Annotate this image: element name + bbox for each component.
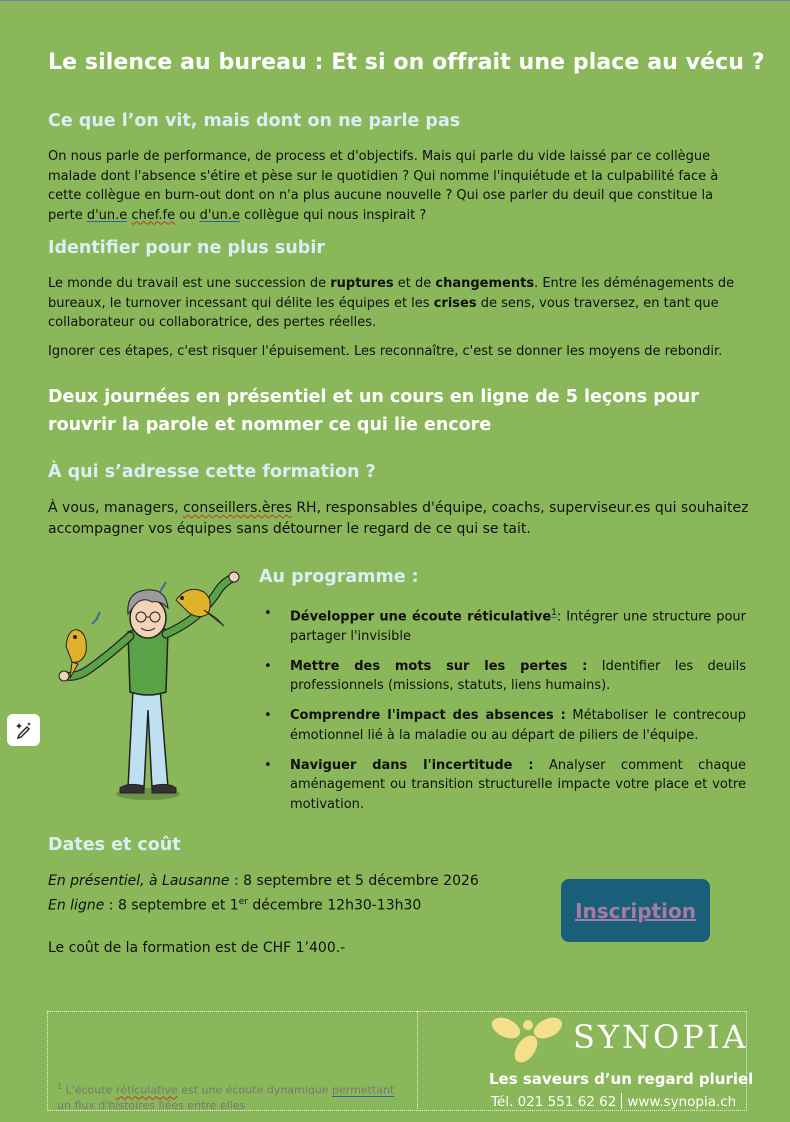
top-border [0, 0, 790, 1]
section-heading-identify: Identifier pour ne plus subir [48, 238, 325, 258]
website-link[interactable]: www.synopia.ch [627, 1094, 737, 1110]
date-line-online: En ligne : 8 septembre et 1er décembre 12h30-13h30 [48, 897, 422, 914]
ai-sparkle-pen-icon[interactable] [7, 714, 40, 746]
footer-divider [417, 1011, 418, 1109]
person-with-birds-illustration [48, 560, 248, 810]
dates-block [48, 871, 479, 959]
footnote: $^1$ L'écoute réticulative est une écoute dynamique permettant un flux d'histoires liées entre elles [57, 1082, 395, 1112]
programme-item: • Développer une écoute réticulative$^1$: Intégrer une structure pour partager l'invisible [264, 606, 746, 644]
inscription-button[interactable]: Inscription [561, 879, 710, 942]
phone: Tél. 021 551 62 62 [491, 1094, 617, 1110]
page-title: Le silence au bureau : Et si on offrait une place au vécu ? [48, 50, 765, 75]
highlight-banner: Deux journées en présentiel et un cours en ligne de 5 leçons pour rouvrir la parole et nommer ce qui lie encore [48, 387, 699, 435]
section-text-audience: À vous, managers, conseillers.ères RH, responsables d'équipe, coachs, superviseur.es qui souhaitez accompagner vos équipes sans détourner le regard de ce qui se tait. [48, 500, 749, 537]
section-heading-audience: À qui s’adresse cette formation ? [48, 462, 376, 482]
programme-item: • Mettre des mots sur les pertes : Identifier les deuils professionnels (missions, statuts, liens humains). [264, 658, 746, 694]
cost-line: Le coût de la formation est de CHF 1’400.- [48, 939, 346, 956]
dates-heading: Dates et coût [48, 835, 181, 855]
programme-heading: Au programme : [259, 567, 419, 587]
section-text-ignore: Ignorer ces étapes, c'est risquer l'épuisement. Les reconnaître, c'est se donner les moyens de rebondir. [48, 344, 723, 359]
section-heading-unspoken: Ce que l’on vit, mais dont on ne parle pas [48, 111, 461, 131]
synopia-logo-icon [490, 1014, 568, 1066]
contact-separator [621, 1093, 622, 1109]
section-text-unspoken: On nous parle de performance, de process et d'objectifs. Mais qui parle du vide laissé par ce collègue malade dont l'absence s'étire et pèse sur le quotidien ? Qui nomme l'inquiétude et la culpabilité face à cette collègue en burn-out dont on n'a plus aucune nouvelle ? Qui ose parler du deuil que constitue la perte d'un.e chef.fe ou d'un.e collègue qui nous inspirait ? [48, 149, 719, 223]
programme-item: • Comprendre l'impact des absences : Métaboliser le contrecoup émotionnel lié à la maladie ou au départ de piliers de l'équipe. [264, 708, 746, 743]
brand-name: SYNOPIA [573, 1018, 749, 1056]
spacer [48, 917, 479, 938]
section-text-identify: Le monde du travail est une succession de ruptures et de changements. Entre les déménagements de bureaux, le turnover incessant qui délite les équipes et les crises de sens, vous traversez, en tant que collaborateur ou collaboratrice, des pertes réelles. [48, 276, 735, 330]
contact-line [491, 1093, 736, 1110]
programme-item: • Naviguer dans l'incertitude : Analyser comment chaque aménagement ou transition structurelle impacte votre place et votre motivation. [264, 757, 746, 812]
brand-tagline: Les saveurs d’un regard pluriel [489, 1070, 754, 1088]
programme-list [262, 604, 746, 825]
date-line-inperson: En présentiel, à Lausanne : 8 septembre et 5 décembre 2026 [48, 873, 479, 889]
